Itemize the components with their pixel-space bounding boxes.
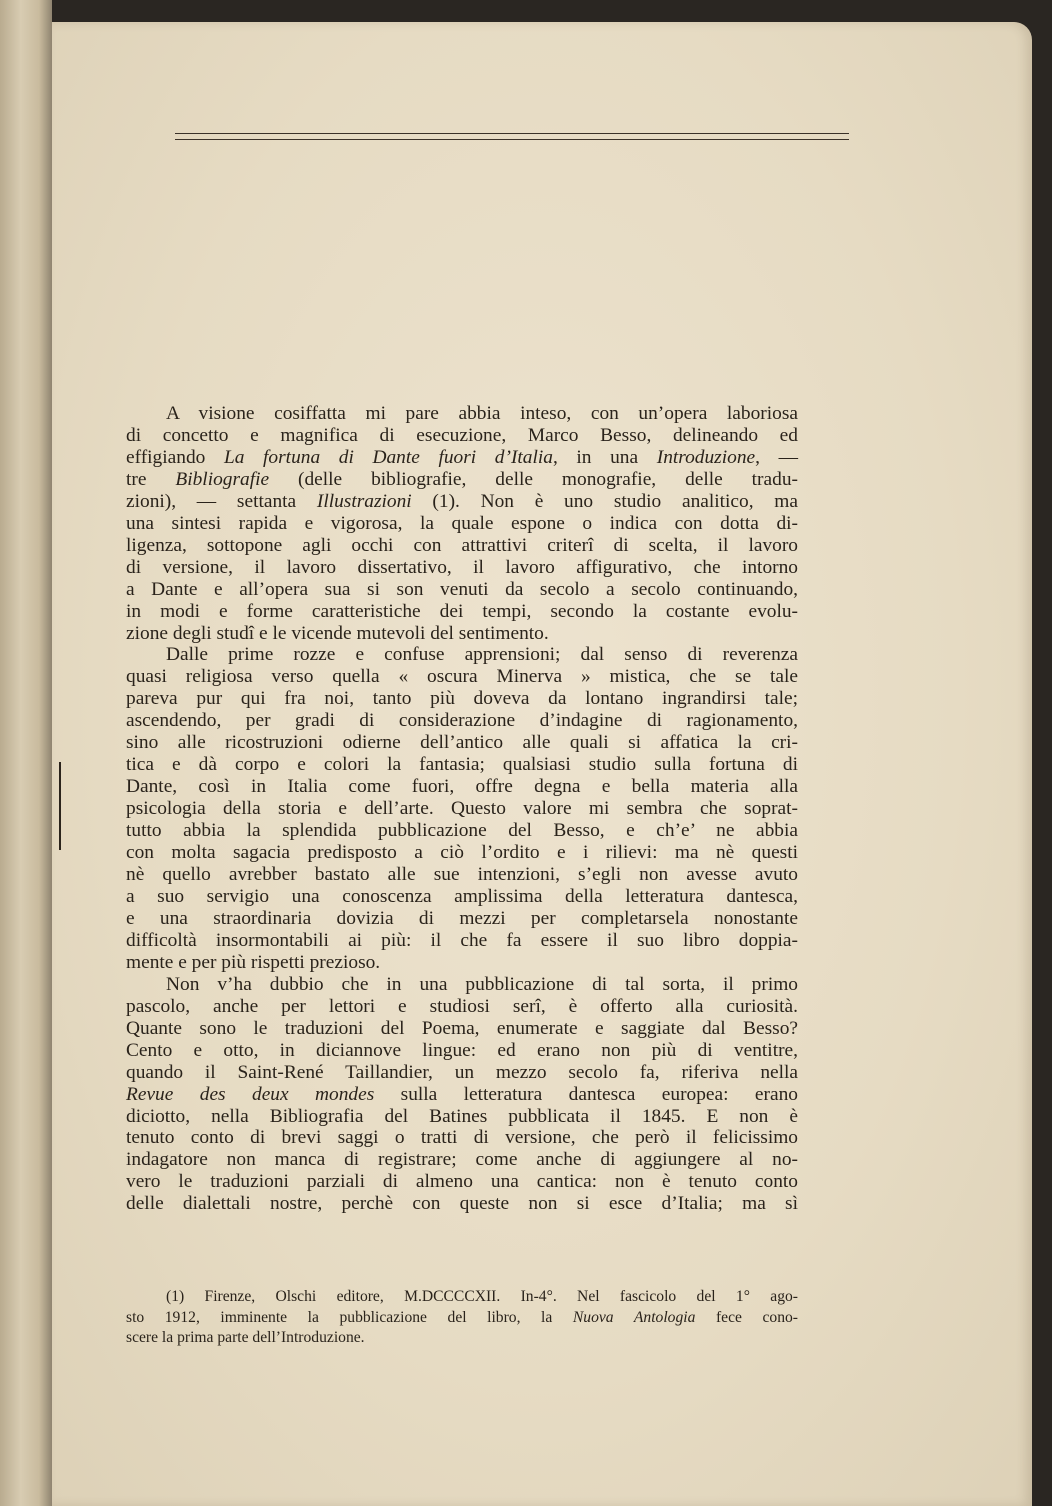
text-line: Non v’ha dubbio che in una pubblicazione di tal sorta, il primo <box>166 973 798 995</box>
text-line: Revue des deux mondes sulla letteratura dantesca europea: erano <box>126 1083 798 1105</box>
text-line: tica e dà corpo e colori la fantasia; qualsiasi studio sulla fortuna di <box>126 754 798 776</box>
footnote-line: scere la prima parte dell’Introduzione. <box>126 1329 365 1346</box>
main-text <box>126 403 798 1215</box>
text-line: difficoltà insormontabili ai più: il che fa essere il suo libro doppia- <box>126 929 798 951</box>
paragraph <box>126 974 798 1215</box>
text-line: vero le traduzioni parziali di almeno una cantica: non è tenuto conto <box>126 1171 798 1193</box>
text-line: zioni), — settanta Illustrazioni (1). Non è uno studio analitico, ma <box>126 490 798 512</box>
text-line: a Dante e all’opera sua si son venuti da secolo a secolo continuando, <box>126 578 798 600</box>
left-page-edge <box>0 0 52 1506</box>
text-line: in modi e forme caratteristiche dei tempi, secondo la costante evolu- <box>126 600 798 622</box>
text-line: zione degli studî e le vicende mutevoli del sentimento. <box>126 622 549 644</box>
text-line: indagatore non manca di registrare; come anche di aggiungere al no- <box>126 1149 798 1171</box>
text-line: quasi religiosa verso quella « oscura Minerva » mistica, che se tale <box>126 666 798 688</box>
italic-title: Bibliografie <box>175 468 270 490</box>
text-line: ligenza, sottopone agli occhi con attrattivi criterî di scelta, il lavoro <box>126 534 798 556</box>
italic-title: Nuova Antologia <box>572 1308 696 1326</box>
header-double-rule <box>175 133 849 140</box>
text-line: Quante sono le traduzioni del Poema, enumerate e saggiate dal Besso? <box>126 1017 798 1039</box>
text-line: pascolo, anche per lettori e studiosi serî, è offerto alla curiosità. <box>126 995 798 1017</box>
text-line: di concetto e magnifica di esecuzione, Marco Besso, delineando ed <box>126 424 798 446</box>
footnote-line: sto 1912, imminente la pubblicazione del libro, la Nuova Antologia fece cono- <box>126 1308 798 1326</box>
text-line: Cento e otto, in diciannove lingue: ed erano non più di ventitre, <box>126 1039 798 1061</box>
margin-pencil-mark <box>59 762 64 850</box>
footnote <box>126 1287 798 1349</box>
text-line: con molta sagacia predisposto a ciò l’ordito e i rilievi: ma nè questi <box>126 842 798 864</box>
text-line: quando il Saint-René Taillandier, un mezzo secolo fa, riferiva nella <box>126 1061 798 1083</box>
text-line: Dante, così in Italia come fuori, offre degna e bella materia alla <box>126 776 798 798</box>
text-line: tre Bibliografie (delle bibliografie, delle monografie, delle tradu- <box>126 468 798 490</box>
text-line: Dalle prime rozze e confuse apprensioni; dal senso di reverenza <box>166 644 798 666</box>
text-line: mente e per più rispetti prezioso. <box>126 951 381 973</box>
italic-title: La fortuna di Dante fuori d’Italia <box>223 446 553 468</box>
text-line: nè quello avrebber bastato alle sue intenzioni, s’egli non avesse avuto <box>126 864 798 886</box>
text-line: diciotto, nella Bibliografia del Batines pubblicata il 1845. E non è <box>126 1105 798 1127</box>
text-line: delle dialettali nostre, perchè con queste non si esce d’Italia; ma sì <box>126 1193 798 1215</box>
text-line: una sintesi rapida e vigorosa, la quale espone o indica con dotta di- <box>126 512 798 534</box>
text-line: pareva pur qui fra noi, tanto più doveva da lontano ingrandirsi tale; <box>126 688 798 710</box>
text-line: psicologia della storia e dell’arte. Questo valore mi sembra che soprat- <box>126 798 798 820</box>
paragraph <box>126 644 798 973</box>
text-line: effigiando La fortuna di Dante fuori d’Italia, in una Introduzione, — <box>126 446 798 468</box>
text-line: ascendendo, per gradi di considerazione d’indagine di ragionamento, <box>126 710 798 732</box>
text-line: tenuto conto di brevi saggi o tratti di versione, che però il felicissimo <box>126 1127 798 1149</box>
italic-title: Illustrazioni <box>316 490 412 512</box>
text-line: e una straordinaria dovizia di mezzi per completarsela nonostante <box>126 907 798 929</box>
text-line: di versione, il lavoro dissertativo, il lavoro affigurativo, che intorno <box>126 556 798 578</box>
text-line: tutto abbia la splendida pubblicazione del Besso, e ch’e’ ne abbia <box>126 820 798 842</box>
text-line: sino alle ricostruzioni odierne dell’antico alle quali si affatica la cri- <box>126 732 798 754</box>
italic-title: Introduzione <box>656 446 756 468</box>
italic-title: Revue des deux mondes <box>126 1083 375 1105</box>
text-line: A visione cosiffatta mi pare abbia inteso, con un’opera laboriosa <box>166 403 798 424</box>
text-line: a suo servigio una conoscenza amplissima della letteratura dantesca, <box>126 885 798 907</box>
footnote-line: (1) Firenze, Olschi editore, M.DCCCCXII. In-4°. Nel fascicolo del 1° ago- <box>166 1288 798 1305</box>
paragraph <box>126 403 798 644</box>
